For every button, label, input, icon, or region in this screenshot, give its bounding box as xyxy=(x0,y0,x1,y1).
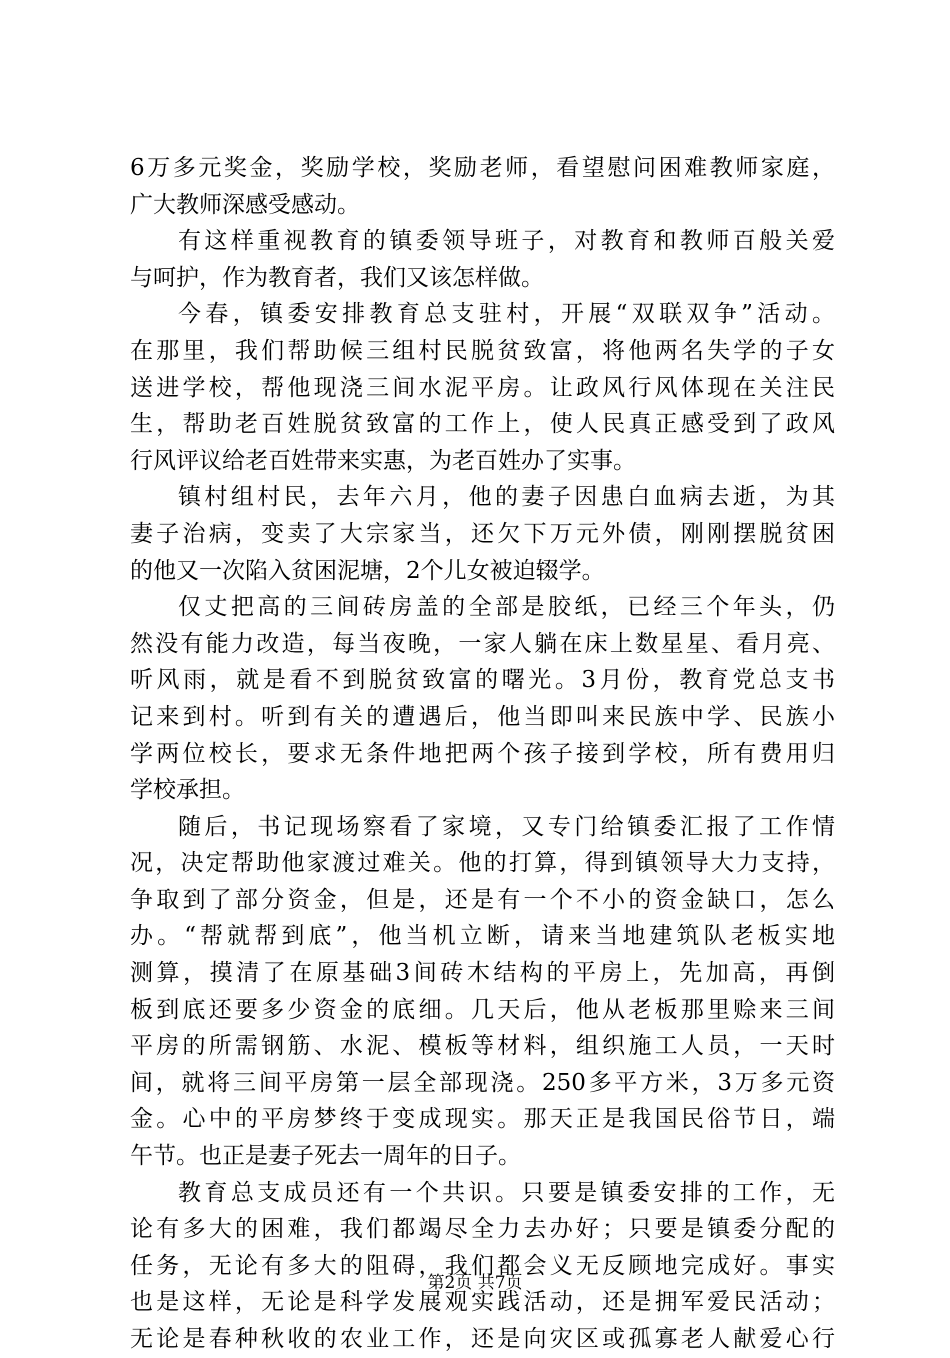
text-line: 间，就将三间平房第一层全部现浇。250多平方米，3万多元资 xyxy=(130,1069,835,1096)
text-line: 平房的所需钢筋、水泥、模板等材料，组织施工人员，一天时 xyxy=(130,1033,835,1060)
text-line: 听风雨，就是看不到脱贫致富的曙光。3月份，教育党总支书 xyxy=(130,667,835,694)
text-line: 镇村组村民，去年六月，他的妻子因患白血病去逝，为其 xyxy=(178,484,835,511)
text-line: 行风评议给老百姓带来实惠，为老百姓办了实事。 xyxy=(130,447,636,474)
text-line: 午节。也正是妻子死去一周年的日子。 xyxy=(130,1143,521,1170)
text-line: 测算，摸清了在原基础3间砖木结构的平房上，先加高，再倒 xyxy=(130,960,835,987)
text-line: 然没有能力改造，每当夜晚，一家人躺在床上数星星、看月亮、 xyxy=(130,630,835,657)
text-line: 无论是春种秋收的农业工作，还是向灾区或孤寡老人献爱心行 xyxy=(130,1326,835,1352)
text-line: 广大教师深感受感动。 xyxy=(130,191,360,218)
text-line: 的他又一次陷入贫困泥塘，2个儿女被迫辍学。 xyxy=(130,557,605,584)
text-line: 有这样重视教育的镇委领导班子，对教育和教师百般关爱 xyxy=(178,228,835,255)
text-line: 今春，镇委安排教育总支驻村，开展“双联双争”活动。 xyxy=(178,301,835,328)
text-line: 金。心中的平房梦终于变成现实。那天正是我国民俗节日，端 xyxy=(130,1106,835,1133)
text-line: 妻子治病，变卖了大宗家当，还欠下万元外债，刚刚摆脱贫困 xyxy=(130,520,835,547)
text-line: 在那里，我们帮助候三组村民脱贫致富，将他两名失学的子女 xyxy=(130,337,835,364)
text-line: 学校承担。 xyxy=(130,777,245,804)
page-number-footer: 第2页 共7页 xyxy=(427,1273,523,1293)
text-line: 板到底还要多少资金的底细。几天后，他从老板那里赊来三间 xyxy=(130,996,835,1023)
text-line: 记来到村。听到有关的遭遇后，他当即叫来民族中学、民族小 xyxy=(130,703,835,730)
text-line: 也是这样，无论是科学发展观实践活动，还是拥军爱民活动； xyxy=(130,1289,835,1316)
text-line: 生，帮助老百姓脱贫致富的工作上，使人民真正感受到了政风 xyxy=(130,411,835,438)
text-line: 争取到了部分资金，但是，还是有一个不小的资金缺口，怎么 xyxy=(130,886,835,913)
text-line: 教育总支成员还有一个共识。只要是镇委安排的工作，无 xyxy=(178,1179,835,1206)
text-line: 随后，书记现场察看了家境，又专门给镇委汇报了工作情 xyxy=(178,813,835,840)
text-line: 任务，无论有多大的阻碍，我们都会义无反顾地完成好。事实 xyxy=(130,1252,835,1279)
text-line: 6万多元奖金，奖励学校，奖励老师，看望慰问困难教师家庭， xyxy=(130,155,835,181)
text-line: 送进学校，帮他现浇三间水泥平房。让政风行风体现在关注民 xyxy=(130,374,835,401)
text-line: 仅丈把高的三间砖房盖的全部是胶纸，已经三个年头，仍 xyxy=(178,594,835,621)
text-line: 况，决定帮助他家渡过难关。他的打算，得到镇领导大力支持， xyxy=(130,850,835,877)
text-line: 论有多大的困难，我们都竭尽全力去办好；只要是镇委分配的 xyxy=(130,1216,835,1243)
text-line: 与呵护，作为教育者，我们又该怎样做。 xyxy=(130,264,544,291)
text-line: 学两位校长，要求无条件地把两个孩子接到学校，所有费用归 xyxy=(130,740,835,767)
document-body xyxy=(130,150,835,1358)
text-line: 办。“帮就帮到底”，他当机立断，请来当地建筑队老板实地 xyxy=(130,923,835,950)
